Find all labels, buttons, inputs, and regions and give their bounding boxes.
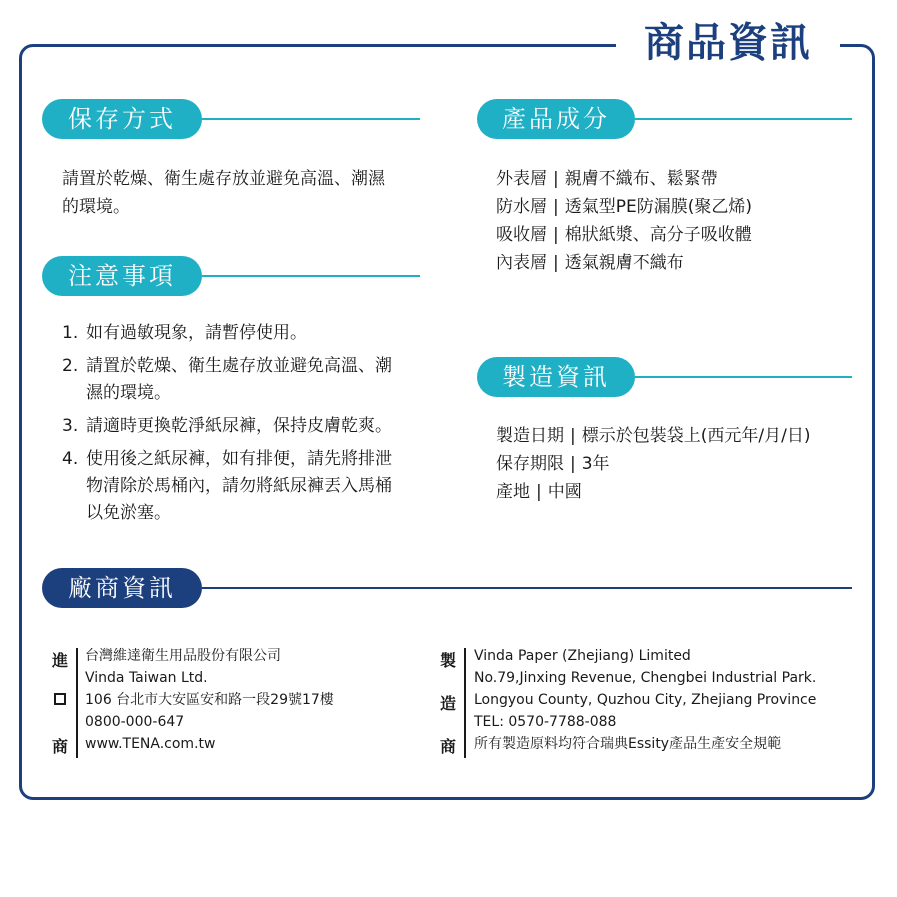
ingredients-heading: 產品成分 (477, 99, 635, 139)
manufacturer-line: No.79,Jinxing Revenue, Chengbei Industrial Park. (474, 670, 817, 686)
manufacture-value: 3年 (581, 454, 610, 474)
list-item-line: 請適時更換乾淨紙尿褲，保持皮膚乾爽。 (86, 416, 392, 436)
manufacture-value: 標示於包裝袋上(西元年/月/日) (581, 426, 811, 446)
importer-details (85, 645, 334, 755)
cautions-heading: 注意事項 (42, 256, 202, 296)
vendor-section-header (42, 568, 852, 608)
cautions-section-header (42, 256, 420, 296)
manufacture-separator: | (536, 482, 542, 502)
manufacture-row (496, 478, 582, 506)
importer-label-char: 商 (51, 737, 68, 756)
ingredient-row (496, 221, 752, 249)
list-item-line: 物清除於馬桶內，請勿將紙尿褲丟入馬桶 (86, 476, 392, 496)
manufacture-label: 保存期限 (496, 454, 564, 474)
importer-line: www.TENA.com.tw (85, 736, 216, 752)
ingredient-label: 防水層 (496, 197, 547, 217)
ingredient-value: 棉狀紙漿、高分子吸收體 (564, 225, 752, 245)
ingredient-value: 親膚不織布、鬆緊帶 (564, 169, 718, 189)
importer-line: 台灣維達衛生用品股份有限公司 (85, 648, 281, 664)
ingredient-separator: | (553, 253, 559, 273)
ingredient-label: 內表層 (496, 253, 547, 273)
ingredient-separator: | (553, 197, 559, 217)
manufacturer-details (474, 645, 816, 755)
ingredient-label: 外表層 (496, 169, 547, 189)
ingredient-value: 透氣親膚不織布 (564, 253, 684, 273)
ingredient-separator: | (553, 169, 559, 189)
ingredient-row (496, 249, 684, 277)
list-item (62, 320, 442, 347)
manufacture-section-header (477, 357, 852, 397)
list-item-number: 1. (62, 323, 79, 343)
importer-line: Vinda Taiwan Ltd. (85, 670, 208, 686)
manufacture-label: 產地 (496, 482, 530, 502)
list-item-number: 2. (62, 356, 79, 376)
manufacturer-label-char: 商 (439, 737, 456, 756)
ingredient-row (496, 165, 718, 193)
cautions-divider (202, 275, 420, 277)
manufacture-label: 製造日期 (496, 426, 564, 446)
manufacturer-label (437, 648, 459, 758)
list-item (62, 413, 442, 440)
storage-line: 的環境。 (62, 197, 130, 217)
importer-label (49, 648, 71, 758)
ingredient-row (496, 193, 752, 221)
ingredients-divider (635, 118, 852, 120)
list-item-line: 濕的環境。 (86, 383, 171, 403)
manufacturer-line: Longyou County, Quzhou City, Zhejiang Province (474, 692, 817, 708)
storage-heading: 保存方式 (42, 99, 202, 139)
manufacture-divider (635, 376, 852, 378)
ingredients-section-header (477, 99, 852, 139)
manufacturer-line: TEL: 0570-7788-088 (474, 714, 617, 730)
importer-line: 106 台北市大安區安和路一段29號17樓 (85, 692, 334, 708)
storage-text (62, 165, 432, 221)
list-item-number: 4. (62, 449, 79, 469)
list-item (62, 446, 442, 527)
storage-divider (202, 118, 420, 120)
importer-line: 0800-000-647 (85, 714, 185, 730)
list-item (62, 353, 442, 407)
importer-label-box (49, 690, 71, 705)
manufacturer-line: 所有製造原料均符合瑞典Essity產品生產安全規範 (474, 736, 782, 752)
square-icon (54, 693, 66, 705)
list-item-line: 請置於乾燥、衛生處存放並避免高溫、潮 (86, 356, 392, 376)
storage-line: 請置於乾燥、衛生處存放並避免高溫、潮濕 (62, 169, 385, 189)
manufacture-row (496, 450, 610, 478)
ingredient-label: 吸收層 (496, 225, 547, 245)
vendor-divider (202, 587, 852, 589)
manufacturer-label-char: 造 (439, 694, 456, 713)
manufacture-separator: | (570, 454, 576, 474)
list-item-line: 以免淤塞。 (86, 503, 171, 523)
manufacture-heading: 製造資訊 (477, 357, 635, 397)
manufacturer-label-char: 製 (439, 651, 456, 670)
importer-label-char: 進 (51, 651, 68, 670)
manufacture-value: 中國 (547, 482, 582, 502)
manufacture-row (496, 422, 810, 450)
ingredient-value: 透氣型PE防漏膜(聚乙烯) (564, 197, 752, 217)
ingredient-separator: | (553, 225, 559, 245)
list-item-line: 如有過敏現象，請暫停使用。 (86, 323, 307, 343)
vendor-heading: 廠商資訊 (42, 568, 202, 608)
list-item-number: 3. (62, 416, 79, 436)
manufacture-separator: | (570, 426, 576, 446)
cautions-list (62, 320, 442, 533)
page-title: 商品資訊 (616, 18, 840, 68)
manufacturer-divider (464, 648, 466, 758)
storage-section-header (42, 99, 420, 139)
importer-divider (76, 648, 78, 758)
manufacturer-line: Vinda Paper (Zhejiang) Limited (474, 648, 691, 664)
list-item-line: 使用後之紙尿褲，如有排便，請先將排泄 (86, 449, 392, 469)
